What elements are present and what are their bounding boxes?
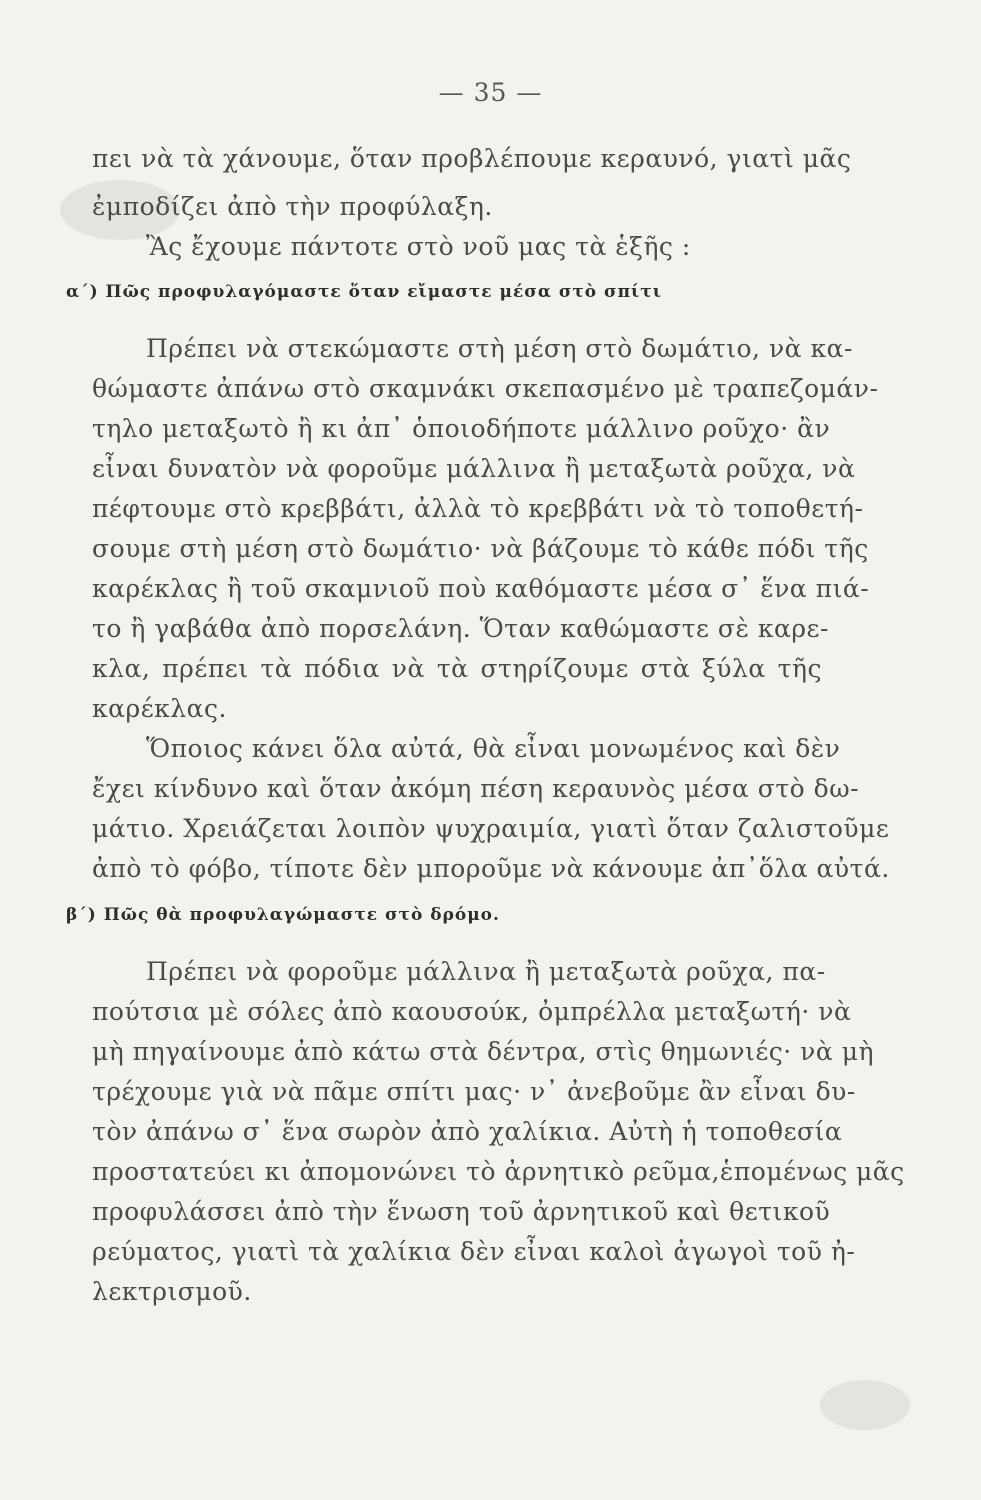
paper-stain — [820, 1380, 910, 1430]
text-line: σουμε στὴ μέση στὸ δωμάτιο· νὰ βάζουμε τὸ κάθε πόδι τῆς — [92, 534, 869, 563]
text-line: Πρέπει νὰ φοροῦμε μάλλινα ἢ μεταξωτὰ ροῦχα, πα- — [146, 957, 826, 986]
text-line: πούτσια μὲ σόλες ἀπὸ καουσούκ, ὀμπρέλλα μεταξωτή· νὰ — [92, 997, 852, 1026]
text-line: ἐμποδίζει ἀπὸ τὴν προφύλαξη. — [92, 192, 493, 221]
text-line: καρέκλας. — [92, 694, 227, 723]
text-line: εἶναι δυνατὸν νὰ φοροῦμε μάλλινα ἢ μεταξωτὰ ροῦχα, νὰ — [92, 454, 856, 483]
text-line: πει νὰ τὰ χάνουμε, ὅταν προβλέπουμε κεραυνό, γιατὶ μᾶς — [92, 144, 852, 173]
text-line: κλα, πρέπει τὰ πόδια νὰ τὰ στηρίζουμε στὰ ξύλα τῆς — [92, 654, 822, 683]
text-line: ρεύματος, γιατὶ τὰ χαλίκια δὲν εἶναι καλοὶ ἀγωγοὶ τοῦ ἠ- — [92, 1237, 856, 1266]
text-line: μὴ πηγαίνουμε ἀπὸ κάτω στὰ δέντρα, στὶς θημωνιές· νὰ μὴ — [92, 1037, 874, 1066]
text-line: προφυλάσσει ἀπὸ τὴν ἕνωση τοῦ ἀρνητικοῦ καὶ θετικοῦ — [92, 1197, 831, 1226]
text-line: Πρέπει νὰ στεκώμαστε στὴ μέση στὸ δωμάτιο, νὰ κα- — [146, 334, 853, 363]
text-line: Ὅποιος κάνει ὅλα αὐτά, θὰ εἶναι μονωμένος καὶ δὲν — [146, 734, 841, 763]
text-line: ἔχει κίνδυνο καὶ ὅταν ἀκόμη πέση κεραυνὸς μέσα στὸ δω- — [92, 774, 860, 803]
text-line: λεκτρισμοῦ. — [92, 1277, 252, 1306]
section-heading-a: α΄) Πῶς προφυλαγόμαστε ὅταν εἴμαστε μέσα στὸ σπίτι — [66, 282, 662, 302]
section-heading-b: β΄) Πῶς θὰ προφυλαγώμαστε στὸ δρόμο. — [66, 905, 500, 925]
text-line: καρέκλας ἢ τοῦ σκαμνιοῦ ποὺ καθόμαστε μέσα σ᾿ ἕνα πιά- — [92, 574, 870, 603]
page-number: — 35 — — [438, 78, 543, 107]
text-line: ἀπὸ τὸ φόβο, τίποτε δὲν μποροῦμε νὰ κάνουμε ἀπ᾿ὅλα αὐτά. — [92, 854, 890, 883]
text-line: μάτιο. Χρειάζεται λοιπὸν ψυχραιμία, γιατὶ ὅταν ζαλιστοῦμε — [92, 814, 890, 843]
text-line: πέφτουμε στὸ κρεββάτι, ἀλλὰ τὸ κρεββάτι νὰ τὸ τοποθετή- — [92, 494, 864, 523]
text-line: προστατεύει κι ἀπομονώνει τὸ ἀρνητικὸ ρεῦμα,ἑπομένως μᾶς — [92, 1157, 905, 1186]
text-line: θώμαστε ἀπάνω στὸ σκαμνάκι σκεπασμένο μὲ τραπεζομάν- — [92, 374, 879, 403]
text-line: Ἂς ἔχουμε πάντοτε στὸ νοῦ μας τὰ ἑξῆς : — [146, 232, 691, 261]
text-line: τρέχουμε γιὰ νὰ πᾶμε σπίτι μας· ν᾿ ἀνεβοῦμε ἂν εἶναι δυ- — [92, 1077, 856, 1106]
text-line: τηλο μεταξωτὸ ἢ κι ἀπ᾿ ὁποιοδήποτε μάλλινο ροῦχο· ἂν — [92, 414, 831, 443]
text-line: τὸν ἀπάνω σ᾿ ἕνα σωρὸν ἀπὸ χαλίκια. Αὐτὴ ἡ τοποθεσία — [92, 1117, 843, 1146]
text-line: το ἢ γαβάθα ἀπὸ πορσελάνη. Ὅταν καθώμαστε σὲ καρε- — [92, 614, 829, 643]
